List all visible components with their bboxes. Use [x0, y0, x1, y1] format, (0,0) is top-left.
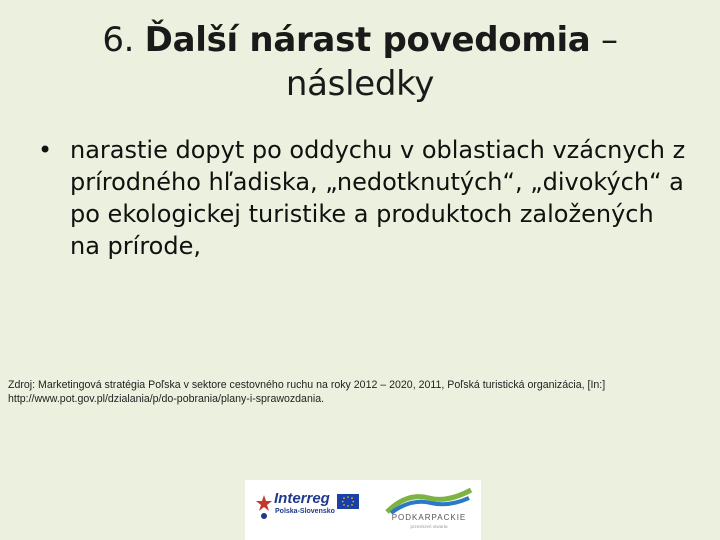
bullet-marker: •: [38, 136, 53, 164]
source-url: http://www.pot.gov.pl/dzialania/p/do-pobrania/plany-i-sprawozdania.: [8, 393, 325, 405]
podkarpackie-logo-subtext: przestrzeń otwarta: [410, 524, 448, 529]
title-line2: následky: [285, 64, 435, 104]
interreg-star-icon: [255, 492, 273, 522]
title-number: 6.: [102, 20, 135, 60]
interreg-logo-text: Interreg: [274, 490, 330, 507]
eu-flag-icon: [337, 494, 359, 509]
title-bold-text: Ďalší nárast povedomia: [144, 20, 591, 60]
bullet-text: narastie dopyt po oddychu v oblastiach vzácnych z prírodného hľadiska, „nedotknutých“, „divokých“ a po ekologickej turistike a produktoch založených na prírode,: [70, 136, 686, 260]
source-line-1: Zdroj: Marketingová stratégia Poľska v sektore cestovného ruchu na roky 2012 – 2020, 2011, Poľská turistická organizácia, [In:]: [8, 379, 606, 391]
logo-strip: [245, 480, 481, 540]
interreg-logo-subtext: Polska-Slovensko: [275, 508, 335, 515]
title-dash: –: [600, 20, 618, 60]
podkarpackie-logo-text: PODKARPACKIE: [391, 513, 467, 522]
bullet-item: [38, 134, 688, 262]
podkarpackie-emblem-icon: [385, 486, 473, 514]
slide-title: [60, 18, 660, 106]
source-note: [8, 378, 714, 406]
